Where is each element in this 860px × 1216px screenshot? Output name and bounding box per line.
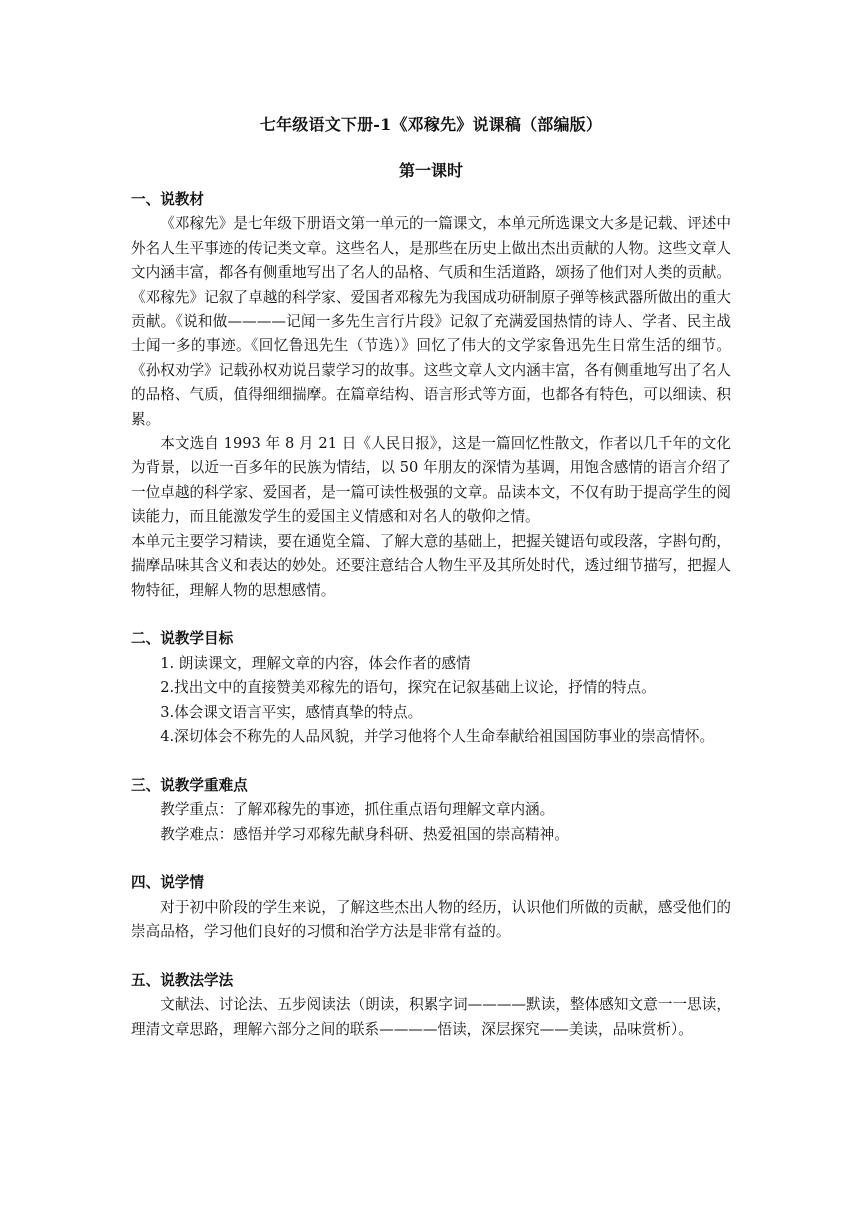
paragraph: 本文选自 1993 年 8 月 21 日《人民日报》，这是一篇回忆性散文，作者以几千年的文化为背景，以近一百多年的民族为情结，以 50 年朋友的深情为基调，用饱含感情的语言介绍了一位卓越的科学家、爱国者，是一篇可读性极强的文章。品读本文，不仅有助于提高学生的阅读能力，而且能激发学生的爱国主义情感和对名人的敬仰之情。 [131, 435, 731, 526]
paragraph: 文献法、讨论法、五步阅读法（朗读，积累字词————默读，整体感知文意一一思读，理清文章思路，理解六部分之间的联系————悟读，深层探究——美读，品味赏析）。 [131, 996, 731, 1038]
paragraph: 本单元主要学习精读，要在通览全篇、了解大意的基础上，把握关键语句或段落，字斟句酌，揣摩品味其含义和表达的妙处。还要注意结合人物生平及其所处时代，透过细节描写，把握人物特征，理解人物的思想感情。 [131, 532, 731, 599]
document-title: 七年级语文下册-1《邓稼先》说课稿（部编版） [259, 115, 603, 134]
goal-item: 3.体会课文语言平实，感情真挚的特点。 [160, 703, 423, 721]
section-teaching-methods [131, 969, 731, 1042]
paragraph: 《邓稼先》是七年级下册语文第一单元的一篇课文，本单元所选课文大多是记载、评述中外名人生平事迹的传记类文章。这些名人，是那些在历史上做出杰出贡献的人物。这些文章人文内涵丰富，都各有侧重地写出了名人的品格、气质和生活道路，颂扬了他们对人类的贡献。《邓稼先》记叙了卓越的科学家、爱国者邓稼先为我国成功研制原子弹等核武器所做出的重大贡献。《说和做————记闻一多先生言行片段》记叙了充满爱国热情的诗人、学者、民主战士闻一多的事迹。《回忆鲁迅先生（节选）》回忆了伟大的文学家鲁迅先生日常生活的细节。《孙权劝学》记载孙权劝说吕蒙学习的故事。这些文章人文内涵丰富，各有侧重地写出了名人的品格、气质，值得细细揣摩。在篇章结构、语言形式等方面，也都各有特色，可以细读、积累。 [131, 215, 731, 428]
document-subtitle: 第一课时 [398, 161, 463, 180]
section-key-points [131, 774, 731, 847]
key-point-item: 教学重点：了解邓稼先的事迹，抓住重点语句理解文章内涵。 [160, 801, 555, 819]
section-heading: 一、说教材 [131, 191, 204, 208]
goal-item: 2.找出文中的直接赞美邓稼先的语句，探究在记叙基础上议论，抒情的特点。 [160, 679, 656, 697]
key-point-item: 教学难点：感悟并学习邓稼先献身科研、热爱祖国的崇高精神。 [160, 825, 569, 843]
section-heading: 四、说学情 [131, 874, 204, 892]
section-heading: 三、说教学重难点 [131, 776, 248, 794]
spacer [131, 945, 731, 969]
spacer [131, 603, 731, 627]
spacer [131, 749, 731, 773]
goal-item: 4.深切体会不称先的人品风貌，并学习他将个人生命奉献给祖国国防事业的崇高情怀。 [160, 727, 715, 745]
section-teaching-material [131, 188, 731, 603]
section-heading: 五、说教法学法 [131, 971, 234, 989]
section-heading: 二、说教学目标 [131, 630, 234, 648]
goal-item: 1. 朗读课文，理解文章的内容，体会作者的感情 [160, 654, 471, 672]
section-teaching-goals [131, 627, 731, 749]
document-body [131, 112, 731, 1042]
paragraph: 对于初中阶段的学生来说，了解这些杰出人物的经历，认识他们所做的贡献，感受他们的崇高品格，学习他们良好的习惯和治学方法是非常有益的。 [131, 898, 731, 941]
section-student-analysis [131, 871, 731, 944]
spacer [131, 847, 731, 871]
